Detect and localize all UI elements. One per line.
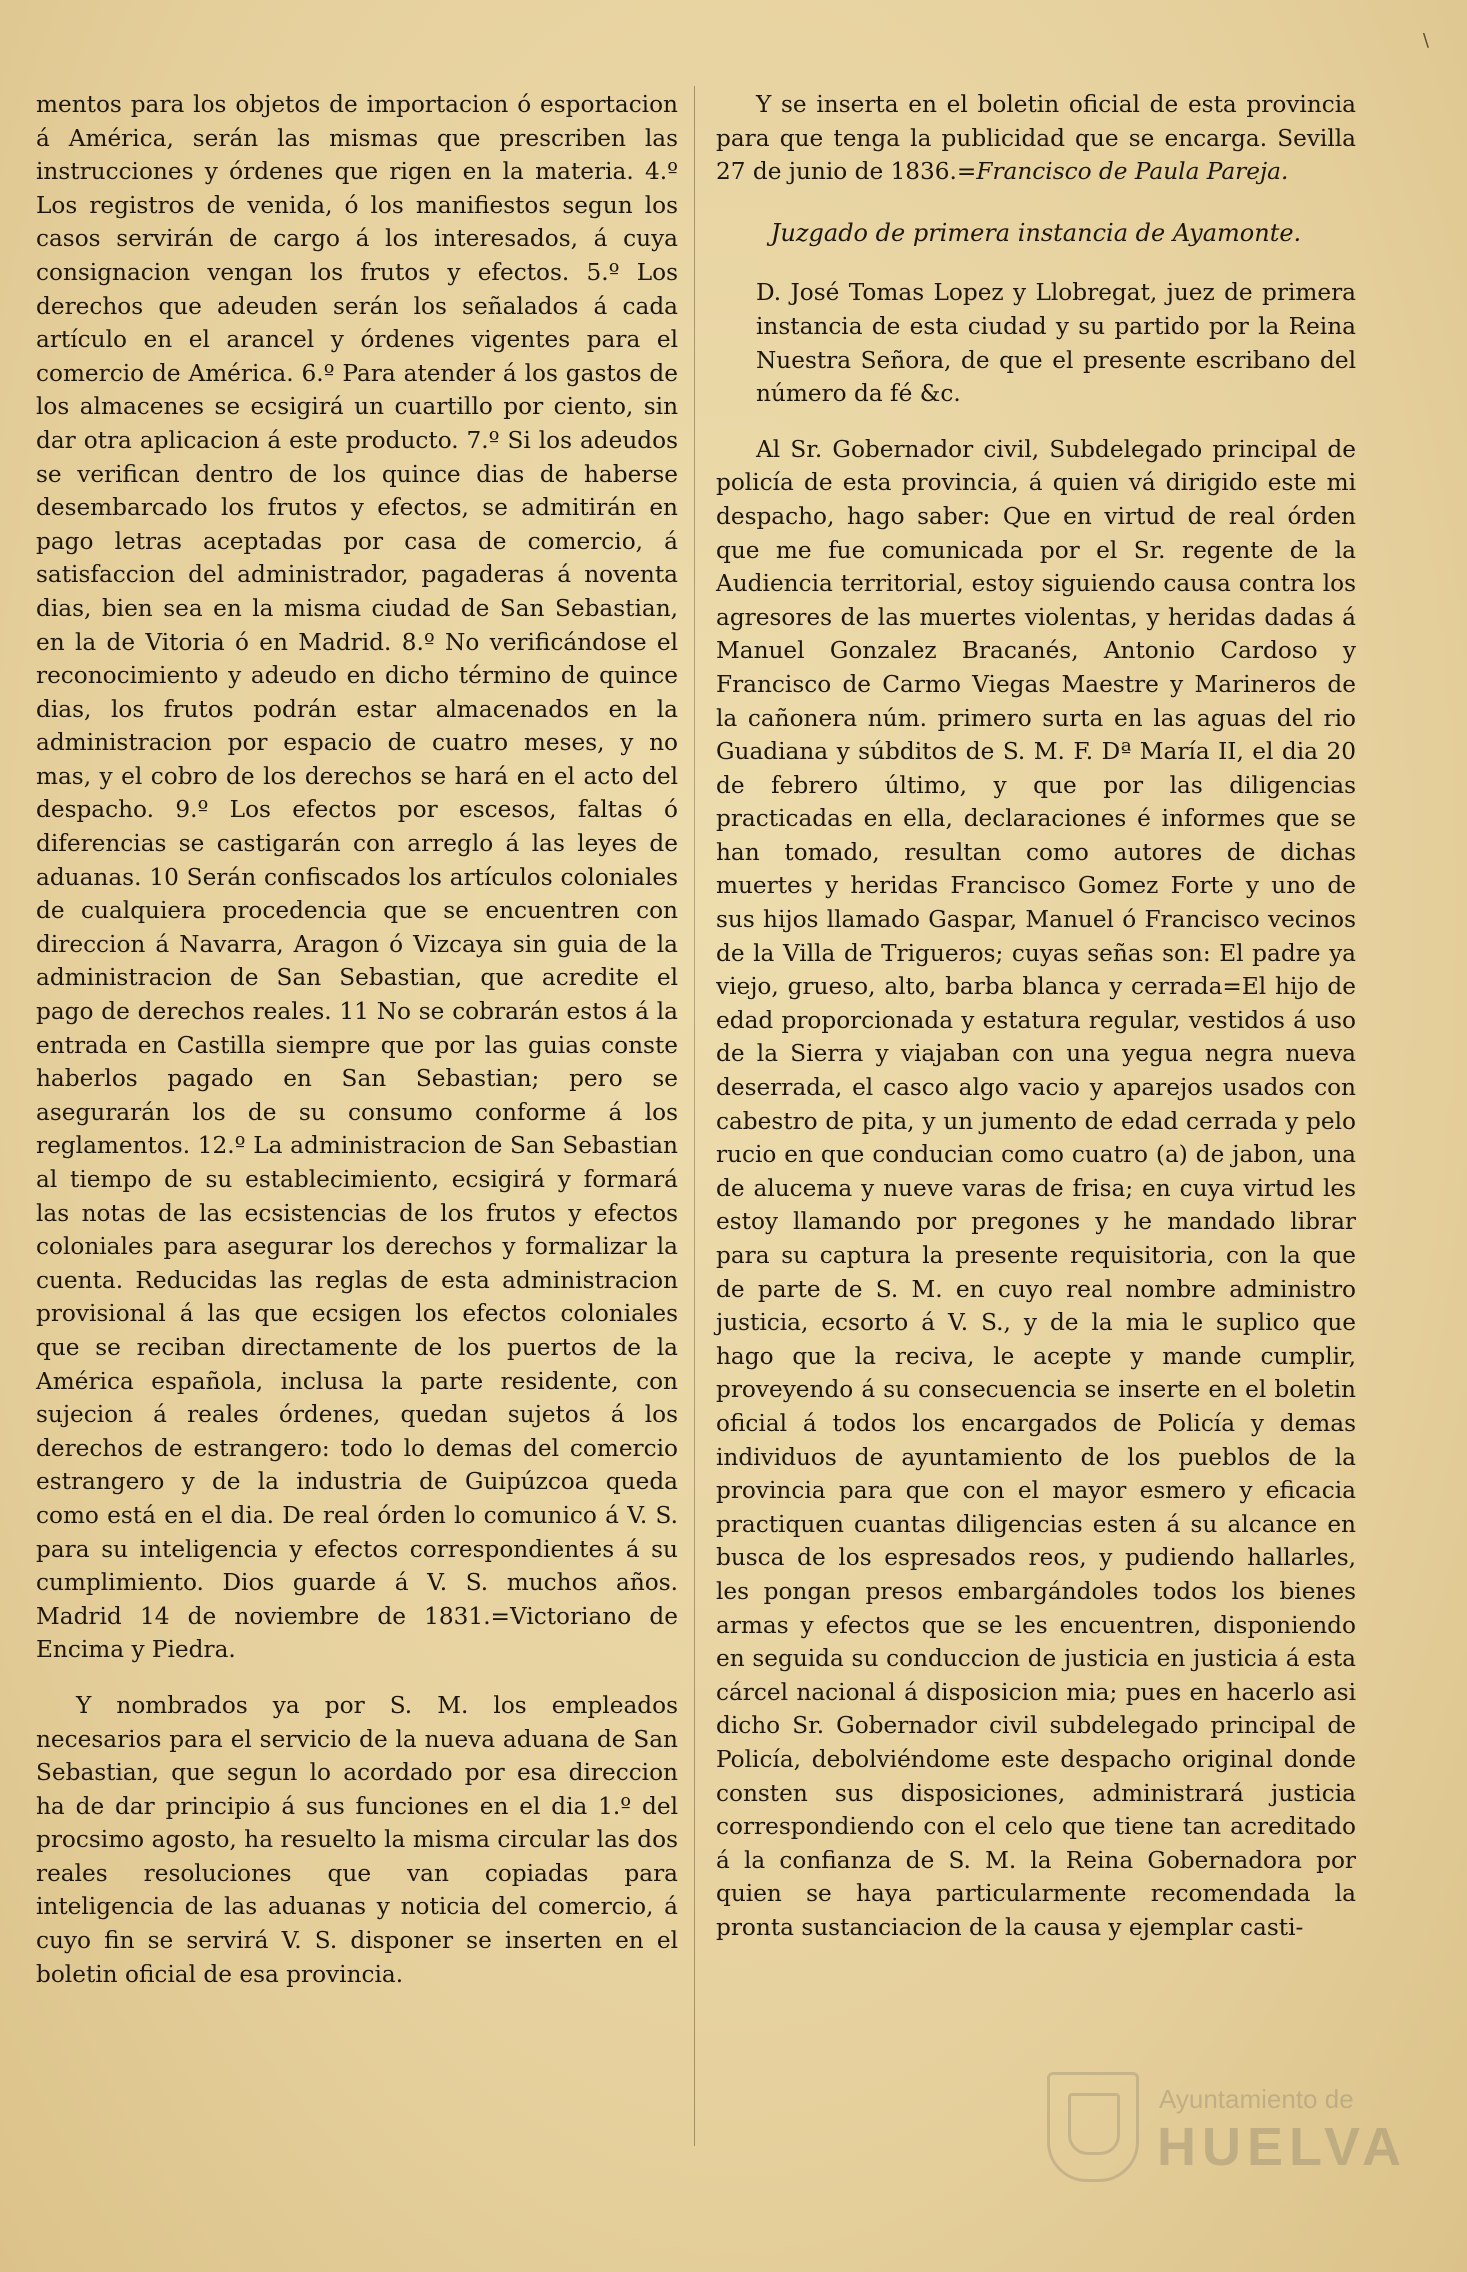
left-paragraph-2: Y nombrados ya por S. M. los empleados necesarios para el servicio de la nueva aduana de San Sebastian, que segun lo acordado por esa direccion ha de dar principio á sus funciones en el dia 1.º del procsimo agosto, ha resuelto la misma circular las dos reales resoluciones que van copiadas para inteligencia de las aduanas y noticia del comercio, á cuyo fin se servirá V. S. disponer se inserten en el boletin oficial de esa provincia. <box>36 1691 678 1988</box>
watermark-line2: HUELVA <box>1157 2117 1407 2177</box>
right-paragraph-body: Al Sr. Gobernador civil, Subdelegado principal de policía de esta provincia, á quien vá dirigido este mi despacho, hago saber: Que en virtud de real órden que me fue comunicada por el Sr. regente de la Audiencia territorial, estoy siguiendo causa contra los agresores de las muertes violentas, y heridas dadas á Manuel Gonzalez Bracanés, Antonio Cardoso y Francisco de Carmo Viegas Maestre y Marineros de la cañonera núm. primero surta en las aguas del rio Guadiana y súbditos de S. M. F. Dª María II, el dia 20 de febrero último, y que por las diligencias practicadas en ella, declaraciones é informes que se han tomado, resultan como autores de dichas muertes y heridas Francisco Gomez Forte y uno de sus hijos llamado Gaspar, Manuel ó Francisco vecinos de la Villa de Trigueros; cuyas señas son: El padre ya viejo, grueso, alto, barba blanca y cerrada=El hijo de edad proporcionada y estatura regular, vestidos á uso de la Sierra y viajaban con una yegua negra nueva deserrada, el casco algo vacio y aparejos usados con cabestro de pita, y un jumento de edad cerrada y pelo rucio en que conducian como cuatro (a) de jabon, una de alucema y nueve varas de frisa; en cuya virtud les estoy llamando por pregones y he mandado librar para su captura la presente requisitoria, con la que de parte de S. M. en cuyo real nombre administro justicia, ecsorto á V. S., y de la mia le suplico que hago que la reciva, le acepte y mande cumplir, proveyendo á su consecuencia se inserte en el boletin oficial á todos los encargados de Policía y demas individuos de ayuntamiento de los pueblos de la provincia para que con el mayor esmero y eficacia practiquen cuantas diligencias esten á su alcance en busca de los espresados reos, y pudiendo hallarles, les pongan presos embargándoles todos los bienes armas y efectos que se les encuentren, disponiendo en seguida su conduccion de justicia en justicia á esta cárcel nacional á disposicion mia; pues en hacerlo asi dicho Sr. Gobernador civil subdelegado principal de Policía, debolviéndome este despacho original donde consten sus disposiciones, administrará justicia correspondiendo con el celo que tiene tan acreditado á la confianza de S. M. la Reina Gobernadora por quien se haya particularmente recomendada la pronta sustanciacion de la causa y ejemplar casti- <box>716 435 1356 1941</box>
left-paragraph-1: mentos para los objetos de importacion ó esportacion á América, serán las mismas que prescriben las instrucciones y órdenes que rigen en la materia. 4.º Los registros de venida, ó los manifiestos segun los casos servirán de cargo á los interesados, á cuya consignacion vengan los frutos y efectos. 5.º Los derechos que adeuden serán los señalados á cada artículo en el arancel y órdenes vigentes para el comercio de América. 6.º Para atender á los gastos de los almacenes se ecsigirá un cuartillo por ciento, sin dar otra aplicacion á este producto. 7.º Si los adeudos se verifican dentro de los quince dias de haberse desembarcado los frutos y efectos, se admitirán en pago letras aceptadas por casa de comercio, á satisfaccion del administrador, pagaderas á noventa dias, bien sea en la misma ciudad de San Sebastian, en la de Vitoria ó en Madrid. 8.º No verificándose el reconocimiento y adeudo en dicho término de quince dias, los frutos podrán estar almacenados en la administracion por espacio de cuatro meses, y no mas, y el cobro de los derechos se hará en el acto del despacho. 9.º Los efectos por escesos, faltas ó diferencias se castigarán con arreglo á las leyes de aduanas. 10 Serán confiscados los artículos coloniales de cualquiera procedencia que se encuentren con direccion á Navarra, Aragon ó Vizcaya sin guia de la administracion de San Sebastian, que acredite el pago de derechos reales. 11 No se cobrarán estos á la entrada en Castilla siempre que por las guias conste haberlos pagado en San Sebastian; pero se asegurarán los de su consumo conforme á los reglamentos. 12.º La administracion de San Sebastian al tiempo de su establecimiento, ecsigirá y formará las notas de las ecsistencias de los frutos y efectos coloniales para asegurar los derechos y formalizar la cuenta. Reducidas las reglas de esta administracion provisional á las que ecsigen los efectos coloniales que se reciban directamente de los puertos de la América española, inclusa la parte residente, con sujecion á reales órdenes, quedan sujetos á los derechos de estrangero: todo lo demas del comercio estrangero y de la industria de Guipúzcoa queda como está en el dia. De real órden lo comunico á V. S. para su inteligencia y efectos correspondientes á su cumplimiento. Dios guarde á V. S. muchos años. Madrid 14 de noviembre de 1831.=Victoriano de Encima y Piedra. <box>36 91 678 1664</box>
signature-name: Francisco de Paula Pareja. <box>976 158 1289 186</box>
corner-mark: \ <box>1422 30 1429 51</box>
shield-icon <box>1047 2072 1139 2182</box>
section-heading: Juzgado de primera instancia de Ayamonte. <box>770 218 1302 247</box>
right-paragraph-1 <box>716 88 1356 189</box>
judge-intro: D. José Tomas Lopez y Llobregat, juez de primera instancia de esta ciudad y su partido por la Reina Nuestra Señora, de que el presente escribano del número da fé &c. <box>756 279 1356 408</box>
column-divider <box>694 86 695 2146</box>
right-paragraph-1-text: Y se inserta en el boletin oficial de esta provincia para que tenga la publicidad que se encarga. Sevilla 27 de junio de 1836.= <box>716 91 1356 186</box>
right-column <box>716 88 1356 1944</box>
archive-watermark <box>1047 2050 1407 2200</box>
watermark-line1: Ayuntamiento de <box>1159 2084 1354 2114</box>
left-column <box>36 88 678 1991</box>
